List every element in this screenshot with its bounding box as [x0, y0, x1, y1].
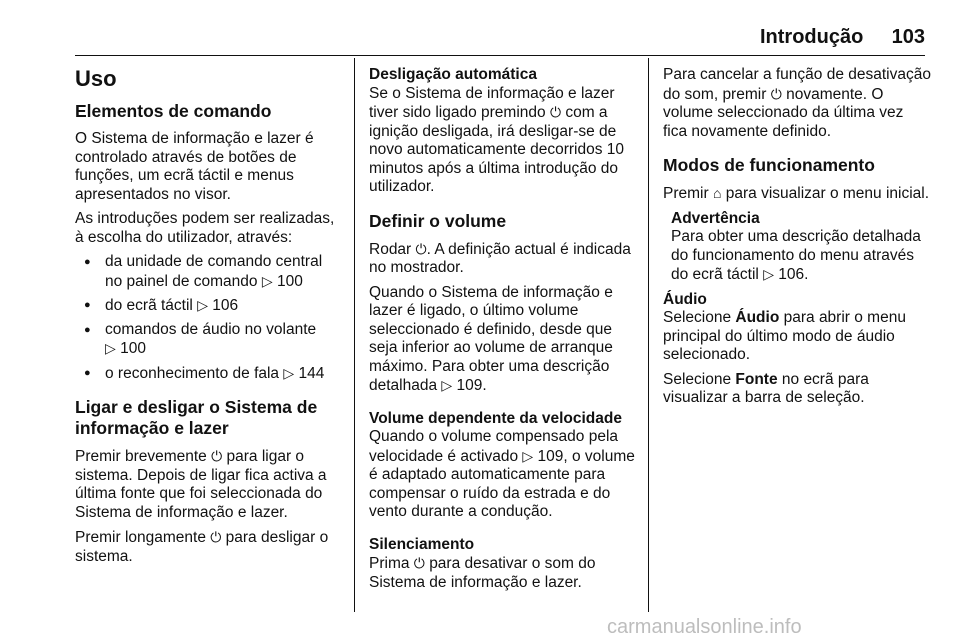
reference-arrow-icon[interactable]: ▷	[763, 266, 774, 282]
reference-arrow-icon[interactable]: ▷	[441, 377, 453, 393]
page-ref[interactable]: 100	[120, 340, 146, 357]
power-icon: ⏻	[210, 529, 222, 545]
page-ref[interactable]: 100	[276, 272, 303, 290]
paragraph: Premir ⌂ para visualizar o menu inicial.	[663, 185, 930, 202]
page-ref[interactable]: 109.	[456, 377, 487, 394]
column-1	[75, 58, 343, 572]
paragraph: Rodar ⏻. A definição actual é indicada no mostrador.	[369, 240, 631, 276]
paragraph: Selecione Fonte no ecrã para visualizar a barra de seleção.	[663, 370, 869, 406]
section-title: Introdução	[760, 26, 864, 48]
subheading-ligar-desligar: Ligar e desligar o Sistema de informação e lazer	[75, 397, 318, 438]
paragraph: Para cancelar a função de desativação do som, premir ⏻ novamente. O volume seleccionado da última vez fica novamente definido.	[663, 66, 931, 140]
page-ref[interactable]: 106	[212, 297, 239, 314]
column-divider-1	[354, 58, 355, 612]
paragraph: Quando o Sistema de informação e lazer é ligado, o último volume seleccionado é definido, desde que seja inferior ao volume de arranque máximo. Para obter uma descrição detalhada ▷ 109.	[369, 283, 613, 394]
subheading-modos: Modos de funcionamento	[663, 155, 875, 175]
power-icon: ⏻	[549, 104, 562, 120]
heading-silenciamento: Silenciamento	[369, 535, 475, 553]
heading-volume-velocidade: Volume dependente da velocidade	[369, 409, 622, 427]
column-3	[663, 58, 931, 414]
paragraph: O Sistema de informação e lazer é controlado através de botões de funções, um ecrã táctil e menus apresentados no visor.	[75, 130, 314, 203]
list-item: ● comandos de áudio no volante ▷ 100	[75, 321, 343, 359]
paragraph: As introduções podem ser realizadas, à escolha do utilizador, através:	[75, 210, 335, 246]
subheading-elementos: Elementos de comando	[75, 101, 272, 121]
list-item: ● do ecrã táctil ▷ 106	[75, 296, 343, 316]
page-header	[760, 26, 925, 52]
power-icon: ⏻	[770, 85, 782, 102]
power-icon: ⏻	[415, 240, 427, 257]
paragraph: Prima ⏻ para desativar o som do Sistema de informação e lazer.	[369, 555, 596, 591]
reference-arrow-icon[interactable]: ▷	[283, 364, 295, 381]
home-icon: ⌂	[712, 185, 722, 201]
list-item: ● da unidade de comando central no painel de comando ▷ 100	[75, 253, 343, 291]
heading-audio: Áudio	[663, 290, 707, 308]
paragraph: Premir brevemente ⏻ para ligar o sistema. Depois de ligar fica activa a última fonte que foi seleccionada do Sistema de informação e lazer.	[75, 448, 327, 521]
paragraph: Quando o volume compensado pela velocidade é activado ▷ 109, o volume é adaptado automaticamente para compensar o ruído da estrada e do vento durante a condução.	[369, 428, 635, 520]
list-item: ● o reconhecimento de fala ▷ 144	[75, 364, 343, 384]
page-number: 103	[891, 26, 925, 48]
header-rule	[75, 55, 925, 56]
reference-arrow-icon[interactable]: ▷	[261, 272, 273, 289]
column-divider-2	[648, 58, 649, 612]
page-ref[interactable]: 144	[298, 364, 325, 382]
subheading-definir-volume: Definir o volume	[369, 210, 507, 231]
section-heading-uso: Uso	[75, 66, 117, 91]
note-box	[663, 210, 931, 285]
reference-arrow-icon[interactable]: ▷	[105, 340, 116, 356]
reference-arrow-icon[interactable]: ▷	[522, 447, 534, 464]
page-ref[interactable]: 106.	[778, 266, 809, 283]
watermark: carmanualsonline.info	[607, 616, 802, 638]
heading-desligacao-automatica: Desligação automática	[369, 66, 537, 83]
note-text: Para obter uma descrição detalhada do funcionamento do menu através do ecrã táctil ▷ 106.	[671, 228, 921, 283]
power-icon: ⏻	[413, 555, 425, 571]
bullet-list	[75, 253, 343, 383]
ui-term-audio: Áudio	[735, 309, 780, 326]
paragraph: Se o Sistema de informação e lazer tiver sido ligado premindo ⏻ com a ignição desligada, irá desligar-se de novo automaticamente decorridos 10 minutos após a última introdução do utilizador.	[369, 84, 625, 195]
reference-arrow-icon[interactable]: ▷	[197, 297, 208, 313]
power-icon: ⏻	[211, 448, 223, 464]
paragraph: Selecione Áudio para abrir o menu principal do último modo de áudio selecionado.	[663, 309, 906, 363]
paragraph: Premir longamente ⏻ para desligar o sistema.	[75, 529, 329, 565]
note-title: Advertência	[671, 209, 760, 227]
column-2	[369, 58, 637, 598]
ui-term-fonte: Fonte	[735, 370, 778, 388]
